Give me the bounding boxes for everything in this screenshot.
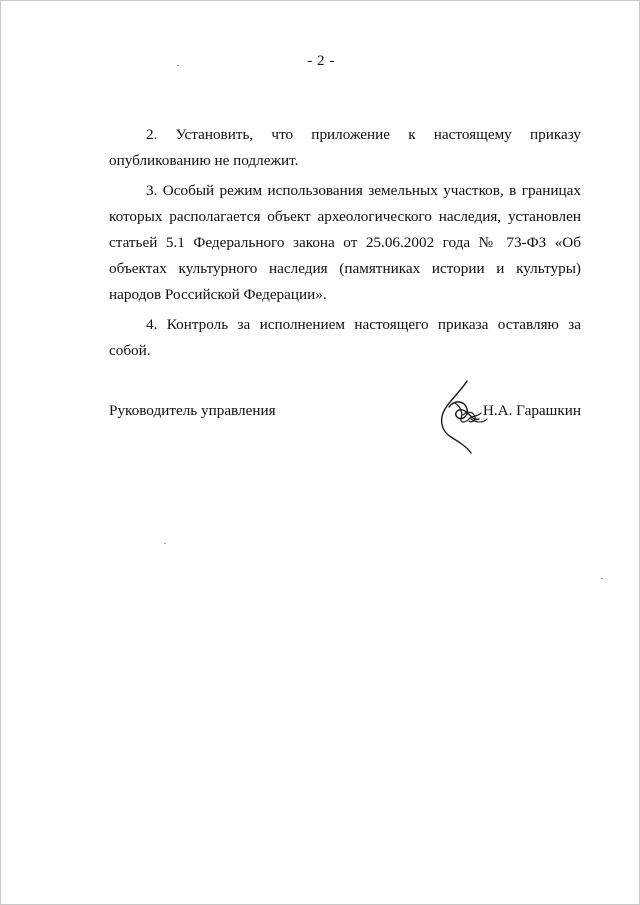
signer-role: Руководитель управления — [109, 402, 276, 419]
signer-name: Н.А. Гарашкин — [482, 402, 581, 419]
paragraph-item-3: 3. Особый режим использования земельных участков, в границах которых располагается объект археологического наследия, установлен статьей 5.1 Федерального закона от 25.06.2002 года № 73-ФЗ «Об объектах культурного наследия (памятниках истории и культуры) народов Российской Федерации». — [109, 182, 581, 303]
scan-speck — [601, 578, 603, 579]
scan-speck — [177, 65, 179, 66]
paragraph-item-2: 2. Установить, что приложение к настоящему приказу опубликованию не подлежит. — [109, 126, 581, 169]
signature-block — [109, 377, 581, 467]
document-body — [109, 122, 581, 368]
page-number: - 2 - — [307, 53, 335, 69]
handwritten-signature-icon — [427, 377, 491, 457]
paragraph-item-4: 4. Контроль за исполнением настоящего приказа оставляю за собой. — [109, 316, 581, 359]
scan-speck — [164, 543, 166, 544]
